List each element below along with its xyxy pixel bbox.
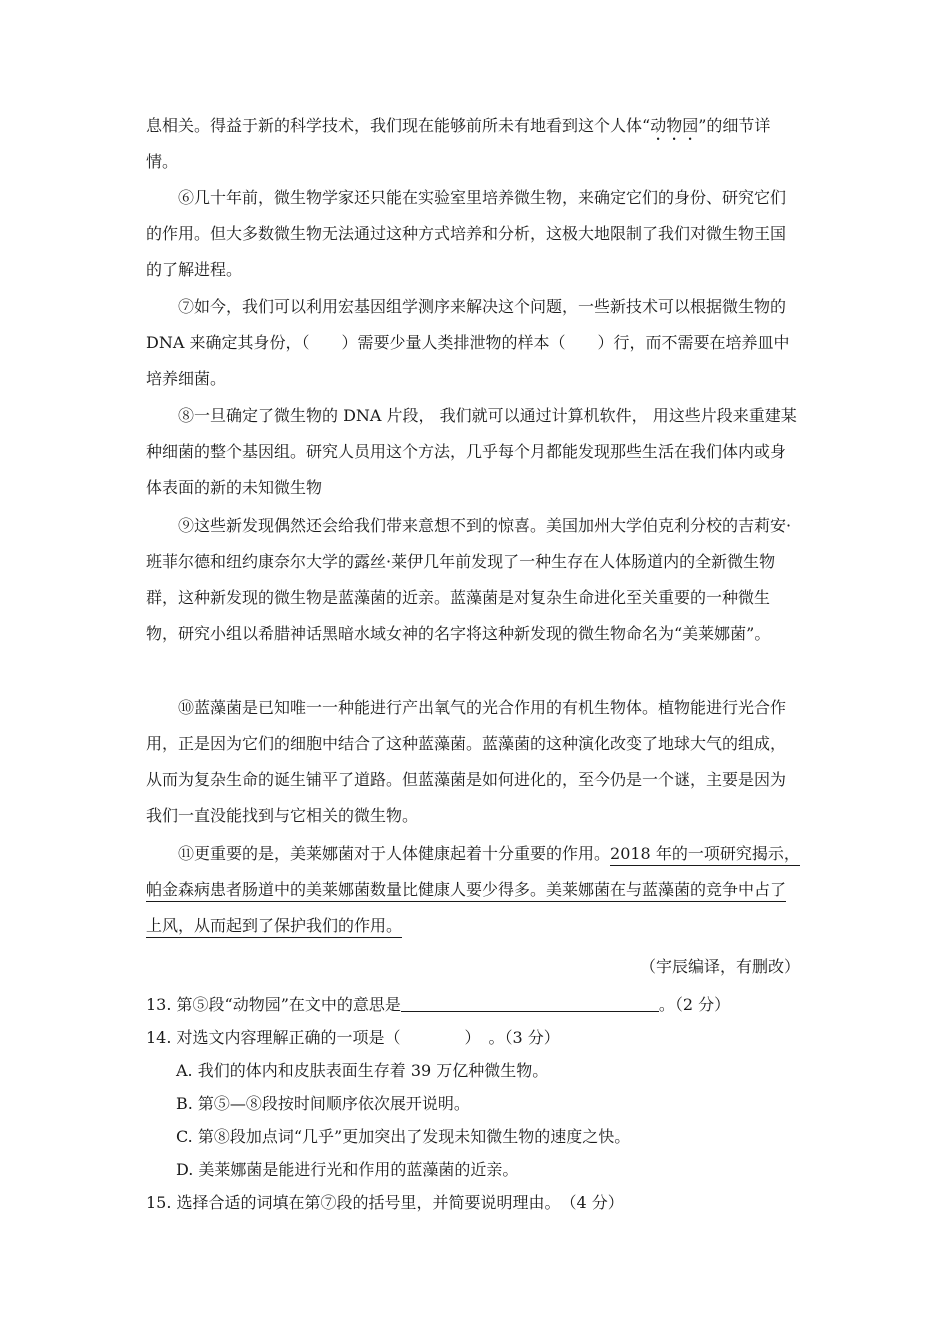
option-b: B. 第⑤—⑧段按时间顺序依次展开说明。 (176, 1094, 470, 1113)
paragraph-9: ⑨这些新发现偶然还会给我们带来意想不到的惊喜。美国加州大学伯克利分校的吉莉安·班菲尔德和纽约康奈尔大学的露丝·莱伊几年前发现了一种生存在人体肠道内的全新微生物群，这种新发现的微生物是蓝藻菌的近亲。蓝藻菌是对复杂生命进化至关重要的一种微生物，研究小组以希腊神话黑暗水域女神的名字将这种新发现的微生物命名为“美莱娜菌”。 (146, 516, 792, 643)
p5-dotted-word: 动物园 (650, 116, 699, 135)
p5-text-a: 息相关。得益于新的科学技术，我们现在能够前所未有地看到这个人体“ (146, 116, 651, 135)
paragraph-8: ⑧一旦确定了微生物的 DNA 片段， 我们就可以通过计算机软件， 用这些片段来重建某种细菌的整个基因组。研究人员用这个方法，几乎每个月都能发现那些生活在我们体内或身体表面的新的未知微生物 (146, 406, 797, 497)
question-13: 13. 第⑤段“动物园”在文中的意思是 。（2 分） (146, 995, 731, 1014)
option-a: A. 我们的体内和皮肤表面生存着 39 万亿种微生物。 (176, 1061, 549, 1080)
answer-blank-13[interactable] (401, 993, 659, 1012)
paragraph-10: ⑩蓝藻菌是已知唯一一种能进行产出氧气的光合作用的有机生物体。植物能进行光合作用，正是因为它们的细胞中结合了这种蓝藻菌。蓝藻菌的这种演化改变了地球大气的组成，从而为复杂生命的诞生铺平了道路。但蓝藻菌是如何进化的，至今仍是一个谜，主要是因为我们一直没能找到与它相关的微生物。 (146, 698, 787, 825)
paragraph-5-tail (146, 108, 800, 180)
option-c: C. 第⑧段加点词“几乎”更加突出了发现未知微生物的速度之快。 (176, 1127, 631, 1146)
option-d: D. 美莱娜菌是能进行光和作用的蓝藻菌的近亲。 (176, 1160, 519, 1179)
paragraph-7: ⑦如今，我们可以利用宏基因组学测序来解决这个问题，一些新技术可以根据微生物的 DNA 来确定其身份，（ ）需要少量人类排泄物的样本（ ）行，而不需要在培养皿中培养细菌。 (146, 297, 790, 388)
paragraph-6: ⑥几十年前，微生物学家还只能在实验室里培养微生物，来确定它们的身份、研究它们的作用。但大多数微生物无法通过这种方式培养和分析，这极大地限制了我们对微生物王国的了解进程。 (146, 188, 787, 279)
p5-text-b: ”的细节详情。 (146, 116, 771, 171)
paragraph-11 (146, 836, 800, 944)
question-14: 14. 对选文内容理解正确的一项是（ ） 。（3 分） (146, 1028, 560, 1047)
p11-underlined-text: 2018 年的一项研究揭示，帕金森病患者肠道中的美莱娜菌数量比健康人要少得多。美莱娜菌在与蓝藻菌的竞争中占了上风，从而起到了保护我们的作用。 (146, 844, 800, 938)
p11-text: ⑪更重要的是，美莱娜菌对于人体健康起着十分重要的作用。 (178, 844, 611, 863)
question-15: 15. 选择合适的词填在第⑦段的括号里，并简要说明理由。 （4 分） (146, 1193, 624, 1212)
source-note: （宇辰编译，有删改） (639, 957, 800, 976)
